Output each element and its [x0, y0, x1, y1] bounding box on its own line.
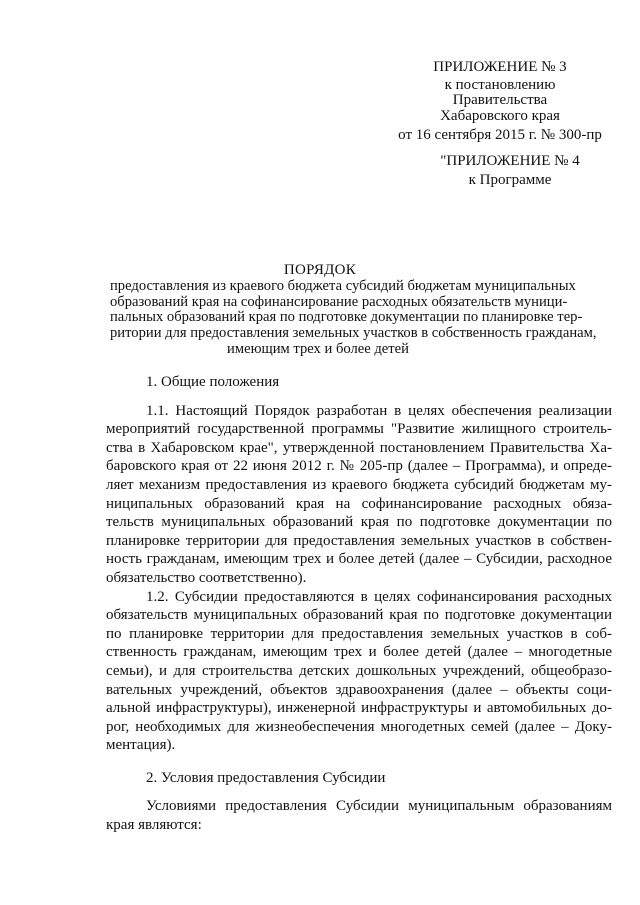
appendix-line: Правительства — [452, 92, 548, 108]
document-subtitle — [110, 278, 597, 358]
paragraph-1-2-line: вательных учреждений, объектов здравоохранения (далее – объекты соци- — [106, 681, 612, 698]
appendix-3-title: ПРИЛОЖЕНИЕ № 3 — [433, 59, 567, 75]
document-body — [106, 373, 612, 835]
paragraph-1-2-line: обязательств муниципальных образований края по подготовке документации — [106, 607, 612, 624]
section-2-heading: 2. Условия предоставления Субсидии — [146, 769, 386, 786]
paragraph-1-1-line: планировке территории для предоставления земельных участков в собствен- — [106, 532, 612, 549]
paragraph-1-1-line: ность гражданам, имеющим трех и более детей (далее – Субсидии, расходное — [106, 551, 612, 568]
subtitle-line: образований края на софинансирование расходных обязательств муници- — [110, 293, 568, 310]
paragraph-1-1-line: баровского края от 22 июня 2012 г. № 205-пр (далее – Программа), и опреде- — [106, 458, 612, 475]
paragraph-2-line: Условиями предоставления Субсидии муниципальным образованиям — [146, 798, 612, 815]
paragraph-1-2-line: 1.2. Субсидии предоставляются в целях софинансирования расходных — [146, 588, 612, 605]
paragraph-1-2-line: рог, необходимых для жизнеобеспечения многодетных семей (далее – Доку- — [106, 718, 612, 735]
paragraph-1-1-line: ниципальных образований края на софинансирование расходных обяза- — [106, 495, 612, 512]
subtitle-line: предоставления из краевого бюджета субсидий бюджетам муниципальных — [110, 278, 576, 294]
subtitle-line: ритории для предоставления земельных участков в собственность гражданам, — [110, 325, 597, 342]
appendix-4-line: к Программе — [468, 172, 552, 188]
paragraph-1-2-line: ственность гражданам, имеющим трех и более детей (далее – многодетные — [106, 644, 612, 661]
section-1-heading: 1. Общие положения — [146, 374, 280, 390]
appendix-4-title: "ПРИЛОЖЕНИЕ № 4 — [440, 153, 580, 169]
paragraph-1-1-line: мероприятий государственной программы "Развитие жилищного строитель- — [106, 421, 612, 438]
paragraph-1-2-line: альной инфраструктуры), инженерной инфраструктуры и автомобильных до- — [106, 700, 612, 717]
paragraph-1-1-line: тельств муниципальных образований края по подготовке документации по — [106, 514, 612, 531]
subtitle-line: имеющим трех и более детей — [227, 340, 409, 357]
paragraph-1-1-line: ляет механизм предоставления из краевого бюджета субсидий бюджетам му- — [106, 476, 612, 493]
paragraph-1-2-line: ментация). — [106, 737, 176, 754]
paragraph-1-1-line: обязательство соответственно). — [106, 569, 307, 586]
appendix-3-block — [392, 60, 608, 144]
paragraph-1-1-line: ства в Хабаровском крае", утвержденной постановлением Правительства Ха- — [106, 439, 612, 456]
appendix-line: к постановлению — [444, 76, 556, 93]
subtitle-line: пальных образований края по подготовке документации по планировке тер- — [110, 309, 583, 326]
appendix-line: Хабаровского края — [440, 107, 560, 124]
paragraph-1-2-line: по планировке территории для предоставления земельных участков в соб- — [106, 625, 612, 642]
appendix-4-block — [440, 152, 580, 190]
paragraph-1-2-line: семьи), и для строительства детских дошкольных учреждений, общеобразо- — [106, 662, 612, 679]
document-title: ПОРЯДОК — [283, 262, 357, 278]
appendix-date-line: от 16 сентября 2015 г. № 300-пр — [398, 127, 602, 143]
paragraph-1-1-line: 1.1. Настоящий Порядок разработан в целях обеспечения реализации — [146, 402, 612, 419]
paragraph-2-line: края являются: — [106, 817, 202, 834]
